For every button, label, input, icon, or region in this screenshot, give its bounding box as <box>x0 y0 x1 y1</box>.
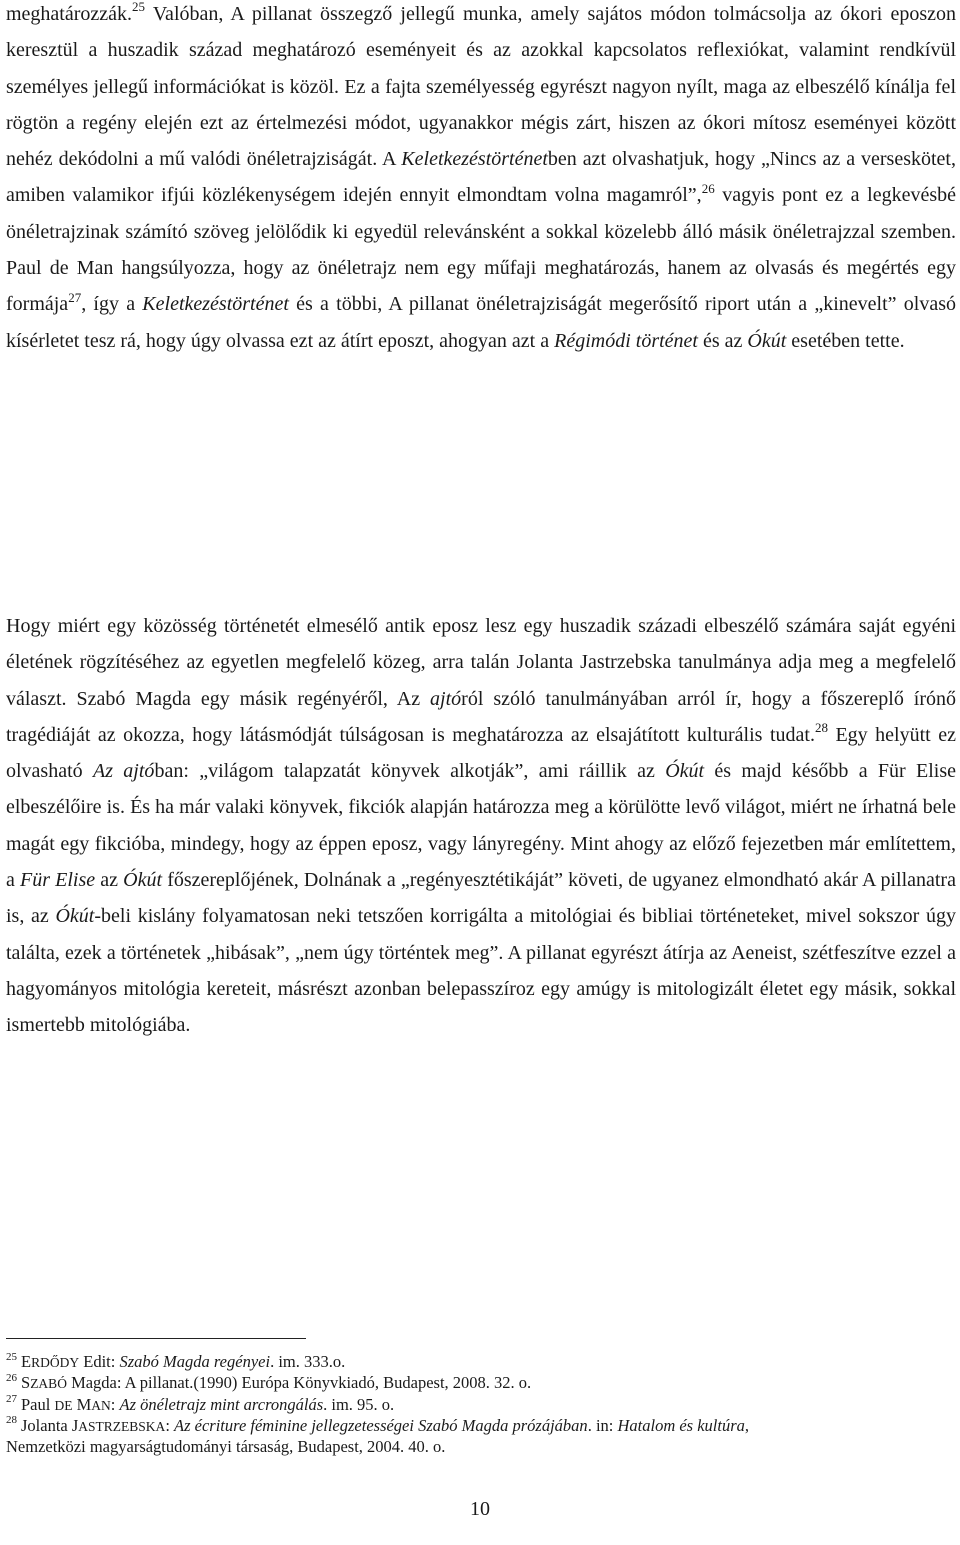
footnote-title: Szabó Magda regényei <box>119 1352 271 1371</box>
text-run: meghatározzák. <box>6 3 133 25</box>
text-run: és majd később a Für Elise elbeszélőire is. És ha már valaki könyvek, fikciók alapján határozza meg a körülötte levő világot, miért ne írhatná bele magát egy fikcióba, mindegy, hogy az éppen eposz, vagy lányregény. Mint ahogy az előző fejezetben már említettem, a <box>6 760 957 892</box>
text-run: esetében tette. <box>786 329 905 352</box>
body-paragraph <box>6 0 956 359</box>
footnote-ref: 28 <box>814 720 828 736</box>
footnote-separator <box>6 1338 306 1339</box>
footnote-author-smallcaps: AN <box>91 1397 111 1413</box>
footnote-title: Hatalom és kultúra <box>617 1415 745 1435</box>
italic-title: Ókút <box>665 760 705 783</box>
footnote-author-smallcaps: DE <box>54 1397 73 1413</box>
footnote-text: : <box>110 1394 120 1414</box>
text-run: ben azt olvashatjuk, hogy „Nincs az a verseskötet, amiben valamikor ifjúi közlékenységem idején ennyit elmondtam volna magamról”, <box>6 148 956 207</box>
footnote-author-smallcaps: ZABÓ <box>30 1376 67 1392</box>
footnote-text: . im. 95. o. <box>323 1394 395 1414</box>
footnote-ref: 25 <box>132 0 146 15</box>
text-run: Valóban, A pillanat összegző jellegű munka, amely sajátos módon tolmácsolja az ókori eposzon keresztül a huszadik század meghatározó eseményeit és az azokkal kapcsolatos reflexiókat, valamint rendkívül személyes jellegű információkat is közöl. Ez a fajta személyesség egyrészt nagyon nyílt, maga az elbeszélő kínálja fel rögtön a regény elején ezt az értelmezési módot, ugyanakkor mégis zárt, hiszen az ókori mítosz eseményei között nehéz dekódolni a mű valódi önéletrajziságát. A <box>6 3 956 171</box>
footnote-number: 25 <box>6 1350 17 1363</box>
italic-title: Ókút <box>123 869 163 892</box>
footnote-continuation <box>6 1437 956 1457</box>
italic-title: Ókút <box>747 329 787 352</box>
page-number: 10 <box>470 1498 490 1520</box>
footnote-author: Paul <box>21 1394 55 1414</box>
italic-title: Keletkezéstörténet <box>142 293 289 316</box>
italic-title: Az ajtó <box>92 760 155 783</box>
footnote <box>6 1352 956 1373</box>
text-run: vagyis pont ez a legkevésbé önéletrajzinak számító szöveg jelölődik ki egyedül relevánsként a sokkal közelebb álló másik önéletrajzzal szemben. Paul de Man hangsúlyozza, hogy az önéletrajz nem egy műfaji meghatározás, hanem az olvasás és megértés egy formája <box>6 184 956 316</box>
italic-title: Ókút <box>55 905 95 928</box>
footnote-text: . im. 333.o. <box>270 1352 346 1371</box>
italic-title: ajtó <box>430 687 462 710</box>
text-run: Egy helyütt ez olvasható <box>6 723 956 783</box>
footnote-title: Az önéletrajz mint arcrongálás <box>119 1394 324 1414</box>
footnote-text: : <box>165 1415 175 1435</box>
footnote-text: . in: <box>587 1415 618 1435</box>
text-run: főszereplőjének, Dolnának a „regényesztétikáját” követi, de ugyanez elmondható akár A pillanatra is, az <box>6 869 956 928</box>
text-run: -beli kislány folyamatosan neki tetszően korrigálta a mitológiai és bibliai történeteket, mivel sokszor úgy találta, ezek a történetek „hibásak”, „nem úgy történtek meg”. A pillanat egyrészt átírja az Aeneist, szétfeszítve ezzel a hagyományos mitológia kereteit, másrészt azonban belepasszíroz egy amúgy is mitologizált életet egy másik, sokkal ismertebb mitológiába. <box>6 905 957 1037</box>
footnote-number: 26 <box>6 1371 17 1384</box>
footnote-text: , <box>744 1415 750 1435</box>
footnotes <box>6 1352 956 1457</box>
footnote-author-smallcaps: RDŐDY <box>31 1355 80 1370</box>
italic-title: Für Elise <box>20 869 96 892</box>
footnote-text: Nemzetközi magyarságtudományi társaság, Budapest, 2004. 40. o. <box>6 1437 446 1457</box>
footnote-text: Edit: <box>79 1352 120 1371</box>
text-run: és a többi, A pillanat önéletrajziságát megerősítő riport után a „kinevelt” olvasó kísérletet tesz rá, hogy úgy olvassa ezt az átírt eposzt, ahogyan azt a <box>6 293 956 352</box>
text-run: Hogy miért egy közösség történetét elmesélő antik eposz lesz egy huszadik századi elbeszélő számára saját egyéni életének rögzítéséhez az egyetlen megfelelő közeg, arra talán Jolanta Jastrzebska tanulmánya adja meg a megfelelő választ. Szabó Magda egy másik regényéről, Az <box>6 615 956 710</box>
footnote-text: Magda: A pillanat.(1990) Európa Könyvkiadó, Budapest, 2008. 32. o. <box>66 1373 532 1393</box>
footnote-number: 28 <box>6 1414 17 1427</box>
text-run: , így a <box>81 293 143 316</box>
italic-title: Keletkezéstörténet <box>401 148 548 171</box>
footnote-author: Jolanta J <box>21 1415 79 1435</box>
body-paragraph <box>6 608 956 1044</box>
footnote-author: S <box>21 1373 31 1393</box>
text-run: az <box>95 869 124 892</box>
footnote-ref: 27 <box>68 289 82 305</box>
footnote <box>6 1416 956 1437</box>
text-run: és az <box>697 329 748 352</box>
text-run: ról szóló tanulmányában arról ír, hogy a főszereplő írónő tragédiáját az okozza, hogy látásmódját túlságosan is meghatározza az elsajátított kulturális tudat. <box>6 687 956 746</box>
text-run: ban: „világom talapzatát könyvek alkotják”, ami ráillik az <box>154 760 666 783</box>
footnote-ref: 26 <box>701 180 715 196</box>
footnote <box>6 1395 956 1416</box>
footnote-author-smallcaps: ASTRZEBSKA <box>78 1418 166 1434</box>
footnote-number: 27 <box>6 1393 17 1406</box>
footnote <box>6 1373 956 1394</box>
footnote-author: M <box>72 1394 92 1414</box>
footnote-author: E <box>21 1352 32 1371</box>
italic-title: Régimódi történet <box>554 329 698 352</box>
footnote-title: Az écriture féminine jellegzetességei Szabó Magda prózájában <box>174 1415 588 1435</box>
